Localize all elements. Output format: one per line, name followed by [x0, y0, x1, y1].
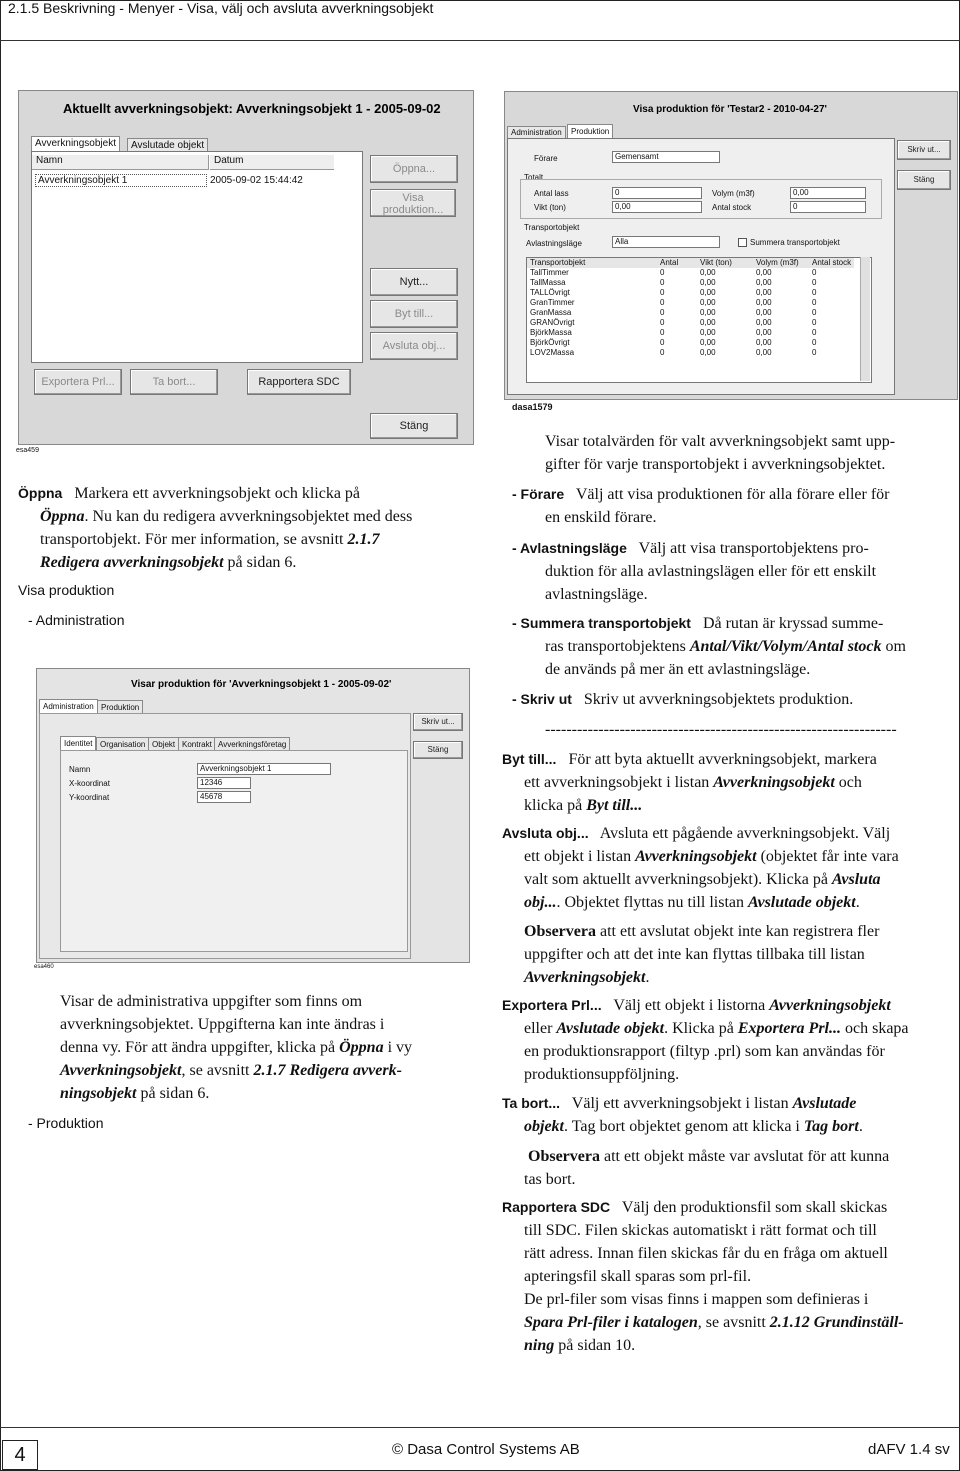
text-span: Avsluta ett pågående avverkningsobjekt. Välj [599, 825, 891, 842]
text-span: Då rutan är kryssad summe- [702, 615, 884, 632]
table-cell: BjörkÖvrigt [530, 338, 570, 347]
table-cell: 0,00 [700, 348, 716, 357]
table-cell: 0 [812, 288, 817, 297]
text-span: Avverkningsobjekt [713, 774, 835, 791]
text-line: avverkningsobjektet. Uppgifterna kan inte ändras i [60, 1016, 385, 1033]
text-span: Byt till... [586, 797, 643, 814]
list-row-name[interactable]: Avverkningsobjekt 1 [35, 174, 207, 187]
tab-administration[interactable]: Administration [507, 126, 566, 138]
text-span: Spara Prl-filer i katalogen [524, 1314, 698, 1331]
text-line: produktionsuppföljning. [524, 1066, 680, 1083]
table-row[interactable] [527, 308, 854, 318]
tab-avverkningsobjekt[interactable]: Avverkningsobjekt [31, 136, 120, 151]
table-cell: 0,00 [756, 308, 772, 317]
table-cell: 0,00 [700, 328, 716, 337]
oppna-label: Öppna [18, 485, 63, 501]
text-span: eller [524, 1020, 557, 1037]
weight-label: Vikt (ton) [534, 203, 566, 212]
text-span: obj... [524, 894, 557, 911]
text-span: . Klicka på [664, 1020, 738, 1037]
text-span: Välj ett avverkningsobjekt i listan [571, 1095, 793, 1112]
text-span: . Tag bort objektet genom att klicka i [564, 1118, 804, 1135]
table-row[interactable] [527, 338, 854, 348]
production-intro [545, 430, 957, 476]
byt-till-label: Byt till... [502, 751, 557, 767]
column-header-datum[interactable]: Datum [210, 155, 334, 170]
produktion-heading: - Produktion [28, 1115, 104, 1131]
text-span: . [858, 1118, 863, 1135]
table-cell: 0 [812, 268, 817, 277]
ta-bort-label: Ta bort... [502, 1095, 561, 1111]
rapportera-sdc-label: Rapportera SDC [502, 1199, 611, 1215]
column-header-namn[interactable]: Namn [32, 155, 209, 170]
column-header[interactable]: Antal stock [812, 258, 852, 267]
text-span: Öppna [339, 1039, 384, 1056]
figure-id: esa460 [34, 964, 54, 970]
text-span: att ett objekt måste var avslutat för att kunna [599, 1148, 890, 1165]
table-cell: 0,00 [700, 338, 716, 347]
window-aktuellt-avverkningsobjekt [18, 90, 474, 445]
table-row[interactable] [527, 288, 854, 298]
table-cell: 0,00 [700, 298, 716, 307]
forare-label: - Förare [512, 486, 565, 502]
exportera-label: Exportera Prl... [502, 997, 602, 1013]
text-span: Exportera Prl... [737, 1020, 841, 1037]
table-cell: 0,00 [756, 338, 772, 347]
table-cell: 0 [812, 318, 817, 327]
table-row[interactable] [527, 318, 854, 328]
window-title: Visar produktion för 'Avverkningsobjekt 1 - 2005-09-02' [131, 679, 392, 690]
driver-select[interactable]: Gemensamt [612, 151, 720, 163]
column-header[interactable]: Antal [660, 258, 679, 267]
production-panel [507, 138, 895, 395]
text-span: ett objekt i listan [524, 848, 636, 865]
table-cell: 0,00 [700, 268, 716, 277]
text-span: Avverkningsobjekt [60, 1062, 182, 1079]
oppna-text: . Nu kan du redigera avverkningsobjektet med dess [84, 508, 413, 525]
oppna-text: transportobjekt. För mer information, se avsnitt [40, 531, 348, 548]
transport-group-label: Transportobjekt [524, 223, 580, 232]
stock-label: Antal stock [712, 203, 752, 212]
text-span: och skapa [841, 1020, 909, 1037]
window-title: Aktuellt avverkningsobjekt: Avverkningsobjekt 1 - 2005-09-02 [63, 101, 441, 116]
rapportera-sdc-section [502, 1196, 958, 1357]
driver-label: Förare [534, 154, 558, 163]
administration-text [60, 990, 480, 1105]
total-group [520, 179, 882, 219]
table-cell: 0,00 [700, 288, 716, 297]
volume-label: Volym (m3f) [712, 189, 755, 198]
text-span: om [881, 638, 906, 655]
text-line: Visar de administrativa uppgifter som finns om [60, 993, 363, 1010]
text-span: . Objektet flyttas nu till listan [556, 894, 748, 911]
section-ref: 2.1.12 Grundinställ- [769, 1314, 904, 1331]
skriv-ut-section [512, 688, 958, 711]
table-cell: TallTimmer [530, 268, 569, 277]
figure-id: dasa1579 [512, 402, 553, 412]
table-row[interactable] [527, 348, 854, 358]
export-prl-button[interactable]: Exportera Prl... [34, 369, 122, 395]
subtab-objekt[interactable]: Objekt [148, 737, 179, 752]
sum-checkbox[interactable] [738, 238, 747, 247]
table-cell: 0,00 [756, 278, 772, 287]
subtab-avverkningsforetag[interactable]: Avverkningsföretag [214, 737, 290, 752]
table-row[interactable] [527, 268, 854, 278]
report-sdc-button[interactable]: Rapportera SDC [247, 369, 351, 395]
list-avverkningsobjekt[interactable] [31, 151, 363, 363]
oppna-section [18, 482, 488, 574]
exportera-section [502, 994, 958, 1086]
table-cell: 0,00 [756, 318, 772, 327]
weight-field: 0,00 [612, 201, 702, 213]
page-header: 2.1.5 Beskrivning - Menyer - Visa, välj och avsluta avverkningsobjekt [8, 0, 434, 16]
table-cell: GranTimmer [530, 298, 575, 307]
finish-object-button[interactable]: Avsluta obj... [370, 332, 458, 360]
avsluta-obj-label: Avsluta obj... [502, 825, 589, 841]
text-span: Avslutade [792, 1095, 857, 1112]
table-cell: 0 [812, 278, 817, 287]
show-production-button[interactable]: Visa produktion... [370, 189, 456, 217]
table-cell: 0,00 [756, 268, 772, 277]
text-line: Visar totalvärden för valt avverkningsobjekt samt upp- [545, 433, 896, 450]
text-span: (objektet får inte vara [756, 848, 899, 865]
x-coordinate-label: X-koordinat [69, 779, 110, 788]
tab-administration[interactable]: Administration [39, 699, 98, 714]
text-span: och [834, 774, 862, 791]
table-cell: BjörkMassa [530, 328, 572, 337]
tab-produktion[interactable]: Produktion [567, 124, 613, 138]
text-span: objekt [524, 1118, 564, 1135]
table-row[interactable] [527, 298, 854, 308]
column-header[interactable]: Volym (m3f) [756, 258, 799, 267]
count-label: Antal lass [534, 189, 569, 198]
text-line: De prl-filer som visas finns i mappen som definieras i [524, 1291, 869, 1308]
sum-checkbox-label: Summera transportobjekt [750, 238, 840, 247]
close-button[interactable]: Stäng [370, 413, 458, 439]
x-coordinate-field: 12346 [197, 777, 251, 789]
text-span: , se avsnitt [181, 1062, 254, 1079]
oppna-ref: Öppna [40, 508, 85, 525]
header-rule [0, 40, 960, 41]
admin-panel [39, 713, 411, 959]
forare-section [512, 483, 958, 529]
table-cell: 0 [812, 328, 817, 337]
column-header[interactable]: Vikt (ton) [700, 258, 732, 267]
unload-label: Avlastningsläge [526, 239, 582, 248]
copyright: © Dasa Control Systems AB [392, 1441, 580, 1458]
text-line: tas bort. [524, 1171, 576, 1188]
table-cell: 0 [812, 348, 817, 357]
section-ref: 2.1.7 Redigera avverk- [253, 1062, 402, 1079]
table-cell: 0 [660, 348, 665, 357]
summera-label: - Summera transportobjekt [512, 615, 691, 631]
table-cell: 0 [660, 288, 665, 297]
section-ref: Redigera avverkningsobjekt [40, 554, 224, 571]
text-line: rätt adress. Innan filen skickas får du en fråga om aktuell [524, 1245, 888, 1262]
list-row-date[interactable]: 2005-09-02 15:44:42 [210, 175, 303, 186]
table-cell: LOV2Massa [530, 348, 575, 357]
text-span: valt som aktuellt avverkningsobjekt). Klicka på [524, 871, 832, 888]
administration-heading: - Administration [28, 612, 125, 628]
name-field: Avverkningsobjekt 1 [197, 763, 331, 775]
table-cell: 0,00 [700, 278, 716, 287]
text-span: Avsluta [831, 871, 881, 888]
ta-bort-section [502, 1092, 958, 1138]
text-span: Avslutade objekt [747, 894, 856, 911]
count-field: 0 [612, 187, 702, 199]
text-span: Avverkningsobjekt [635, 848, 757, 865]
text-span: Välj den produktionsfil som skall skickas [621, 1199, 888, 1216]
oppna-text: Markera ett avverkningsobjekt och klicka på [74, 485, 361, 502]
skriv-ut-label: - Skriv ut [512, 691, 572, 707]
text-line: gifter för varje transportobjekt i avverkningsobjektet. [545, 456, 886, 473]
text-span: Tag bort [803, 1118, 859, 1135]
name-label: Namn [69, 765, 91, 774]
text-span: Antal/Vikt/Volym/Antal stock [689, 638, 882, 655]
text-span: på sidan 6. [136, 1085, 210, 1102]
table-cell: TALLÖvrigt [530, 288, 570, 297]
table-cell: 0,00 [700, 318, 716, 327]
table-cell: 0 [660, 278, 665, 287]
text-span: ras transportobjektens [545, 638, 690, 655]
table-header-row [527, 258, 854, 268]
text-span: . [855, 894, 860, 911]
total-group-label: Totalt [524, 173, 544, 182]
table-scrollbar[interactable] [860, 257, 870, 381]
text-span: Välj ett objekt i listorna [613, 997, 770, 1014]
window-visar-produktion [36, 668, 470, 963]
tab-avslutade-objekt[interactable]: Avslutade objekt [127, 138, 208, 153]
text-span: ett avverkningsobjekt i listan [524, 774, 714, 791]
text-line: en produktionsrapport (filtyp .prl) som kan användas för [524, 1043, 885, 1060]
stock-field: 0 [790, 201, 866, 213]
avsluta-obj-section [502, 822, 958, 914]
figure-id: esa459 [16, 447, 39, 454]
close-button[interactable]: Stäng [413, 741, 463, 759]
text-line: uppgifter och att det inte kan flyttas tillbaka till listan [524, 946, 865, 963]
text-span: , se avsnitt [697, 1314, 770, 1331]
window-visa-produktion [504, 91, 958, 400]
subtab-identitet[interactable]: Identitet [60, 736, 96, 751]
text-span: . [645, 969, 650, 986]
text-line: till SDC. Filen skickas automatiskt i rätt format och till [524, 1222, 877, 1239]
document-version: dAFV 1.4 sv [868, 1441, 950, 1458]
table-row[interactable] [527, 328, 854, 338]
avlastningslage-section [512, 537, 958, 606]
text-span: att ett avslutat objekt inte kan registrera fler [595, 923, 880, 940]
section-ref: ning [524, 1337, 555, 1354]
table-cell: 0,00 [756, 328, 772, 337]
table-cell: 0,00 [700, 308, 716, 317]
table-cell: 0 [812, 298, 817, 307]
text-span: Avverkningsobjekt [769, 997, 891, 1014]
table-cell: 0,00 [756, 348, 772, 357]
text-span: klicka på [524, 797, 587, 814]
text-span: Avslutade objekt [556, 1020, 665, 1037]
footer-rule [0, 1427, 960, 1428]
close-button[interactable]: Stäng [897, 170, 951, 190]
subtab-kontrakt[interactable]: Kontrakt [178, 737, 216, 752]
byt-till-section [502, 748, 958, 817]
text-span: denna vy. För att ändra uppgifter, klicka på [60, 1039, 340, 1056]
text-span: Observera [524, 923, 596, 940]
table-cell: 0 [660, 338, 665, 347]
open-button[interactable]: Öppna... [370, 155, 458, 183]
table-cell: 0 [660, 268, 665, 277]
subtab-organisation[interactable]: Organisation [96, 737, 149, 752]
separator-dashes: ------------------------------------------------------------------ [545, 721, 897, 738]
new-button[interactable]: Nytt... [370, 268, 458, 296]
table-cell: TallMassa [530, 278, 566, 287]
text-span: Avverkningsobjekt [524, 969, 646, 986]
table-cell: 0 [660, 298, 665, 307]
text-line: de används på mer än ett avlastningsläge. [545, 661, 811, 678]
text-line: en enskild förare. [545, 509, 657, 526]
avlastningslage-label: - Avlastningsläge [512, 540, 627, 556]
section-ref: ningsobjekt [60, 1085, 137, 1102]
transport-table[interactable] [526, 257, 872, 383]
table-cell: 0 [660, 318, 665, 327]
text-line: apteringsfil skall sparas som prl-fil. [524, 1268, 752, 1285]
table-row[interactable] [527, 278, 854, 288]
table-cell: 0 [660, 308, 665, 317]
text-span: Välj att visa produktionen för alla förare eller för [575, 486, 890, 503]
tab-produktion[interactable]: Produktion [97, 700, 143, 715]
summera-section [512, 612, 958, 681]
table-cell: 0,00 [756, 288, 772, 297]
page-number: 4 [2, 1440, 38, 1470]
text-line: avlastningsläge. [545, 586, 648, 603]
table-cell: GranMassa [530, 308, 572, 317]
text-span: Observera [528, 1148, 600, 1165]
table-cell: 0 [812, 308, 817, 317]
text-line: duktion för alla avlastningslägen eller för ett enskilt [545, 563, 877, 580]
y-coordinate-label: Y-koordinat [69, 793, 110, 802]
text-span: Skriv ut avverkningsobjektets produktion. [583, 691, 854, 708]
observera-note-2 [524, 1145, 958, 1191]
unload-select[interactable]: Alla [612, 236, 720, 248]
print-button[interactable]: Skriv ut... [897, 140, 951, 160]
visa-produktion-heading: Visa produktion [18, 582, 115, 598]
print-button[interactable]: Skriv ut... [413, 713, 463, 731]
observera-note-1 [524, 920, 958, 989]
switch-button[interactable]: Byt till... [370, 300, 458, 328]
section-ref: 2.1.7 [347, 531, 380, 548]
text-span: Välj att visa transportobjektens pro- [638, 540, 869, 557]
volume-field: 0,00 [790, 187, 866, 199]
window-title: Visa produktion för 'Testar2 - 2010-04-27' [633, 104, 827, 115]
y-coordinate-field: 45678 [197, 791, 251, 803]
text-span: i vy [383, 1039, 413, 1056]
delete-button[interactable]: Ta bort... [130, 369, 218, 395]
oppna-text: på sidan 6. [223, 554, 297, 571]
table-cell: GRANÖvrigt [530, 318, 575, 327]
text-span: För att byta aktuellt avverkningsobjekt, markera [568, 751, 877, 768]
text-span: på sidan 10. [554, 1337, 636, 1354]
table-cell: 0,00 [756, 298, 772, 307]
identity-panel [60, 750, 408, 952]
column-header[interactable]: Transportobjekt [530, 258, 586, 267]
table-cell: 0 [660, 328, 665, 337]
table-cell: 0 [812, 338, 817, 347]
